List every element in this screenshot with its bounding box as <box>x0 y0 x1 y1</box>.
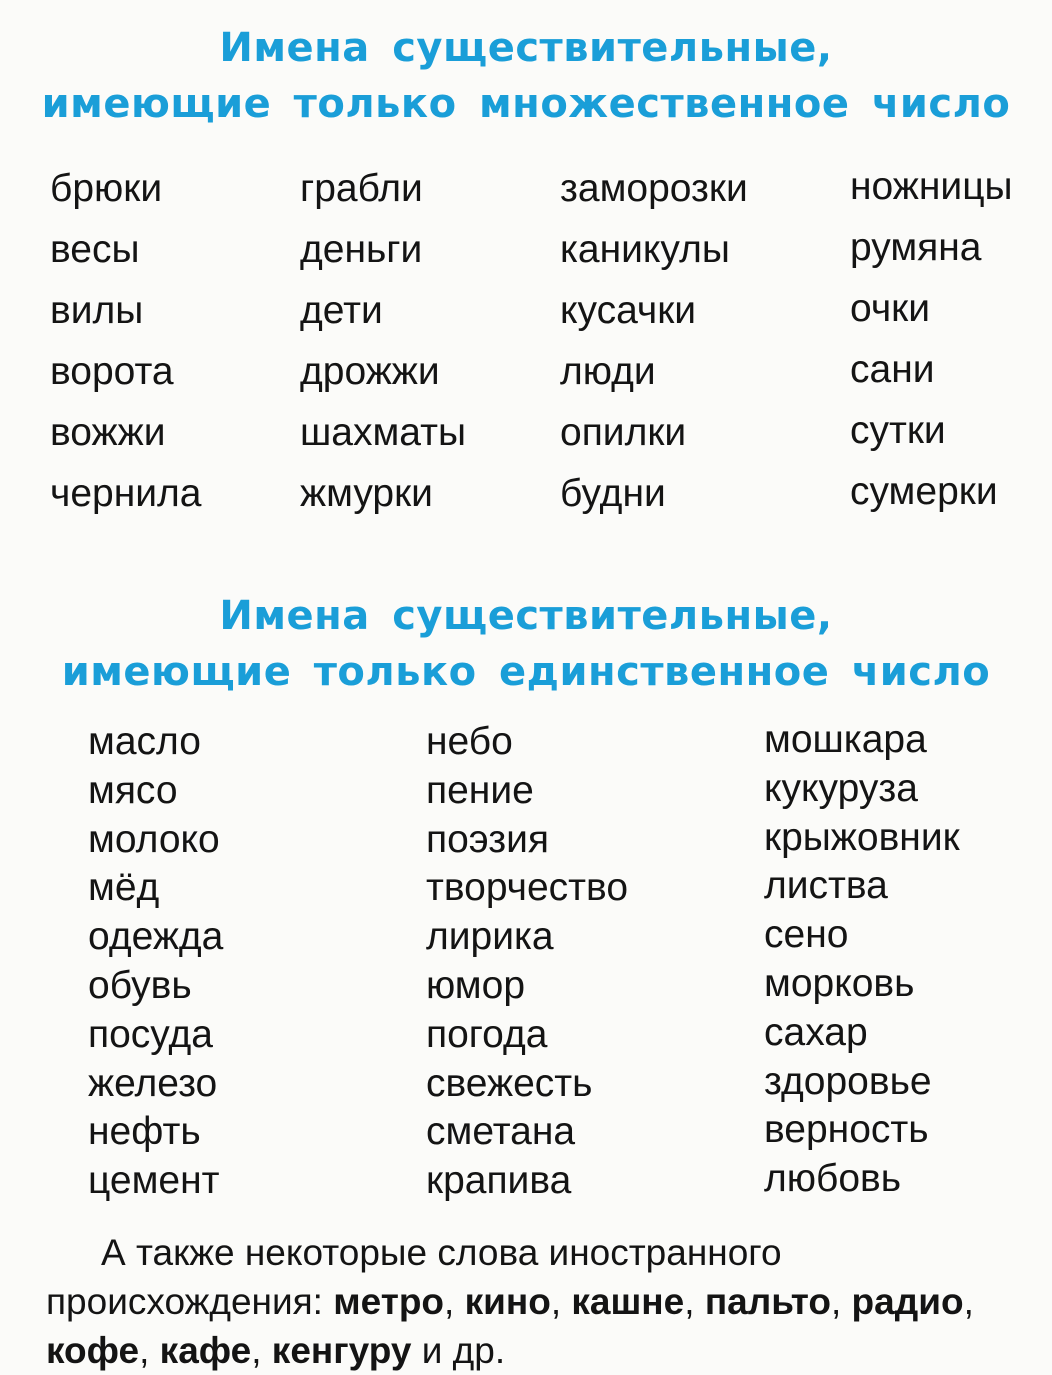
word: очки <box>850 287 930 330</box>
word: поэзия <box>426 817 550 861</box>
word: мёд <box>88 866 160 910</box>
word: листва <box>764 864 888 908</box>
word: опилки <box>560 411 687 454</box>
word: лирика <box>426 915 554 959</box>
example-word: радио <box>851 1281 964 1322</box>
plural-column-2 <box>300 158 466 524</box>
word: железо <box>88 1061 218 1105</box>
singular-section-title <box>0 588 1052 700</box>
word: вожжи <box>50 411 166 454</box>
word: грабли <box>300 167 423 210</box>
word: крыжовник <box>764 815 960 859</box>
word: нефть <box>88 1110 201 1154</box>
word: сметана <box>426 1110 576 1154</box>
word: юмор <box>426 963 526 1007</box>
plural-title-line2: имеющие только множественное число <box>41 81 1011 127</box>
word: мясо <box>88 768 178 812</box>
example-word: кашне <box>571 1281 685 1322</box>
note-intro: А также некоторые слова иностранного происхождения: <box>46 1232 782 1322</box>
word: погода <box>426 1012 548 1056</box>
word: сено <box>764 913 849 957</box>
plural-column-3 <box>560 158 748 524</box>
example-word: кенгуру <box>271 1330 412 1371</box>
word: крапива <box>426 1159 572 1203</box>
plural-column-4 <box>850 156 1013 522</box>
word: мошкара <box>764 718 927 761</box>
word: кусачки <box>560 289 697 332</box>
word: сутки <box>850 409 946 452</box>
word: люди <box>560 350 656 393</box>
word: сумерки <box>850 470 998 513</box>
word: каникулы <box>560 228 730 271</box>
singular-title-line2: имеющие только единственное число <box>61 649 991 695</box>
word: пение <box>426 768 534 812</box>
word: любовь <box>764 1157 902 1201</box>
singular-column-3 <box>764 716 960 1204</box>
plural-section-title <box>0 20 1052 132</box>
word: сахар <box>764 1010 868 1054</box>
example-word: кофе <box>46 1330 140 1371</box>
singular-title-line1: Имена существительные, <box>219 593 833 639</box>
example-word: пальто <box>704 1281 831 1322</box>
example-word: метро <box>333 1281 445 1322</box>
word: одежда <box>88 915 224 959</box>
word: шахматы <box>300 411 467 454</box>
word: заморозки <box>560 167 748 210</box>
example-word: кино <box>464 1281 551 1322</box>
word: брюки <box>50 167 163 210</box>
word: весы <box>50 228 140 271</box>
word: посуда <box>88 1012 213 1056</box>
word: свежесть <box>426 1061 593 1105</box>
word: будни <box>560 472 666 515</box>
word: румяна <box>850 226 982 269</box>
word: кукуруза <box>764 766 918 810</box>
word: обувь <box>88 963 192 1007</box>
foreign-words-note: А также некоторые слова иностранного происхождения: метро, кино, кашне, пальто, радио, кофе, кафе, кенгуру и др. <box>46 1232 974 1371</box>
word: чернила <box>50 472 202 515</box>
word: вилы <box>50 289 144 332</box>
word: сани <box>850 348 935 391</box>
word: ножницы <box>850 165 1013 208</box>
singular-column-1 <box>88 718 223 1206</box>
word: молоко <box>88 817 220 861</box>
word: деньги <box>300 228 423 271</box>
word: масло <box>88 720 201 763</box>
singular-column-2 <box>426 718 628 1206</box>
plural-column-1 <box>50 158 201 524</box>
example-word: кафе <box>159 1330 252 1371</box>
word: ворота <box>50 350 174 393</box>
note-ending: и др. <box>421 1330 506 1371</box>
plural-title-line1: Имена существительные, <box>219 25 833 71</box>
word: морковь <box>764 961 915 1005</box>
word: небо <box>426 720 513 763</box>
word: дрожжи <box>300 350 440 393</box>
word: жмурки <box>300 472 433 515</box>
word: творчество <box>426 866 629 910</box>
word: здоровье <box>764 1059 932 1103</box>
word: цемент <box>88 1159 220 1203</box>
word: дети <box>300 289 383 332</box>
word: верность <box>764 1108 929 1152</box>
